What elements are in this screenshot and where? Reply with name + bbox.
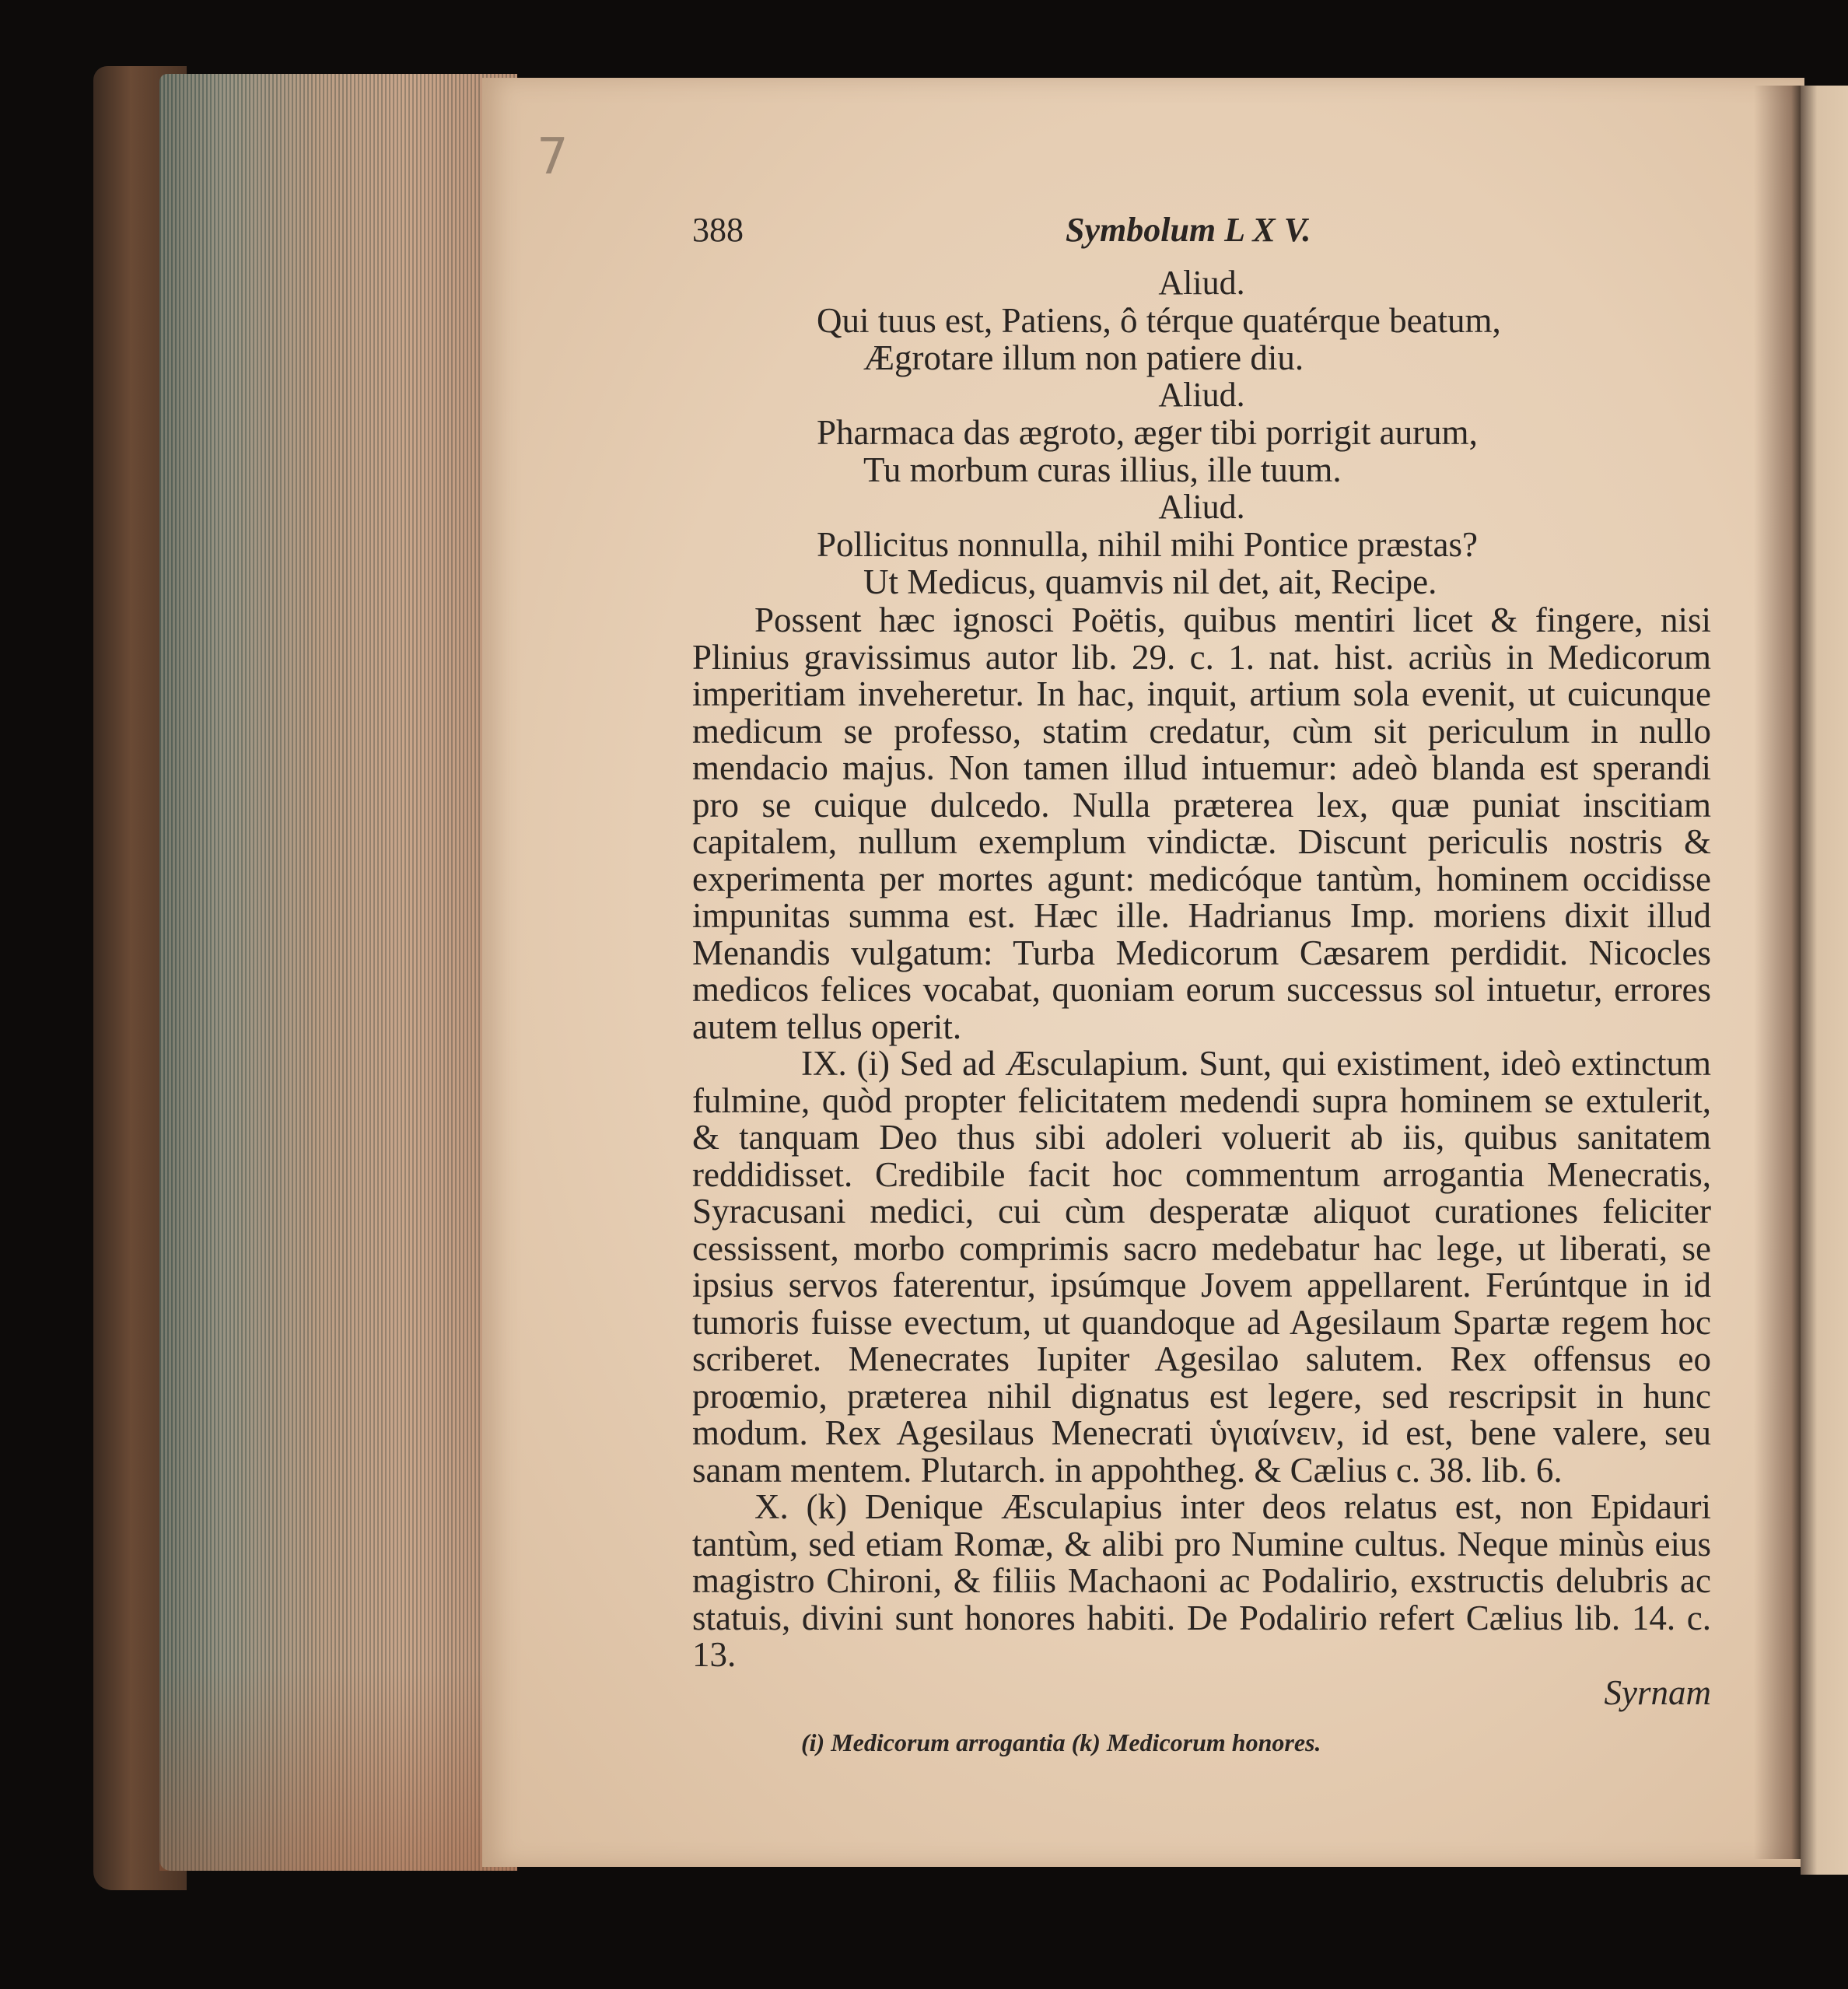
paragraph: Possent hæc ignosci Poëtis, quibus mentiri licet & fingere, nisi Plinius gravissimus autor lib. 29. c. 1. nat. hist. acriùs in Medicorum imperitiam inveheretur. In hac, inquit, artium sola evenit, ut cuicunque medicum se professo, statim credatur, cùm sit periculum in nullo mendacio majus. Non tamen illud intuemur: adeò blanda est sperandi pro se cuique dulcedo. Nulla præterea lex, quæ puniat inscitiam capitalem, nullum exemplum vindictæ. Discunt periculis nostris & experimenta per mortes agunt: medicóque tantùm, hominem occidisse impunitas summa est. Hæc ille. Hadrianus Imp. moriens dixit illud Menandis vulgatum: Turba Medicorum Cæsarem perdidit. Nicocles medicos felices vocabat, quoniam eorum successus sol intuetur, errores autem tellus operit.: [692, 601, 1711, 1046]
verse-line: Pollicitus nonnulla, nihil mihi Pontice præstas?: [817, 525, 1478, 564]
catchword: Syrnam: [1604, 1672, 1711, 1712]
verse-line: Tu morbum curas illius, ille tuum.: [863, 450, 1342, 489]
verse-line: Ut Medicus, quamvis nil det, ait, Recipe.: [863, 562, 1437, 601]
verse-line: Pharmaca das ægroto, æger tibi porrigit aurum,: [817, 413, 1478, 452]
marginal-footnotes: (i) Medicorum arrogantia (k) Medicorum honores.: [801, 1728, 1321, 1756]
paragraph-section-x: X. (k) Denique Æsculapius inter deos relatus est, non Epidauri tantùm, sed etiam Romæ, & alibi pro Numine cultus. Neque minùs eius magistro Chironi, & filiis Machaoni ac Podalirio, exstructis delubris ac statuis, divini sunt honores habiti. De Podalirio refert Cælius lib. 14. c. 13.: [692, 1487, 1711, 1674]
epigram: [692, 264, 1711, 376]
epigram-heading: Aliud.: [1158, 264, 1245, 302]
paragraph-section-ix: IX. (i) Sed ad Æsculapium. Sunt, qui existiment, ideò extinctum fulmine, quòd propter felicitatem medendi supra hominem se extulerit, & tanquam Deo thus sibi adoleri voluerit ab iis, quibus sanitatem reddidisset. Credibile facit hoc commentum arrogantia Menecratis, Syracusani medici, cui cùm desperatæ aliquot curationes feliciter cessissent, morbo comprimis sacro medebatur hac lege, ut liberati, se ipsius servos faterentur, ipsúmque Jovem appellarent. Ferúntque in id tumoris fuisse evectum, ut quandoque ad Agesilaum Spartæ regem hoc scriberet. Menecrates Iupiter Agesilao salutem. Rex offensus eo proœmio, præterea nihil dignatus est legere, sed rescripsit in hunc modum. Rex Agesilaus Menecrati ὑγιαίνειν, id est, bene valere, seu sanam mentem. Plutarch. in appohtheg. & Cælius c. 38. lib. 6.: [692, 1044, 1711, 1490]
page-gutter: [1754, 86, 1801, 1859]
facing-page-edge: [1801, 86, 1848, 1875]
epigram-heading: Aliud.: [1158, 376, 1245, 414]
running-head: Symbolum L X V.: [1066, 211, 1311, 249]
epigram-heading: Aliud.: [1158, 488, 1245, 526]
epigram: [692, 376, 1711, 488]
page-number: 388: [692, 211, 744, 249]
epigram: [692, 488, 1711, 601]
pencil-annotation: 7: [537, 128, 569, 186]
body-prose: [692, 602, 1711, 1674]
verse-line: Ægrotare illum non patiere diu.: [863, 338, 1304, 377]
page-header: [692, 210, 1711, 264]
page-text-block: [692, 210, 1711, 1757]
page-fore-edge: [159, 74, 517, 1871]
verse-line: Qui tuus est, Patiens, ô térque quatérque beatum,: [817, 301, 1501, 340]
